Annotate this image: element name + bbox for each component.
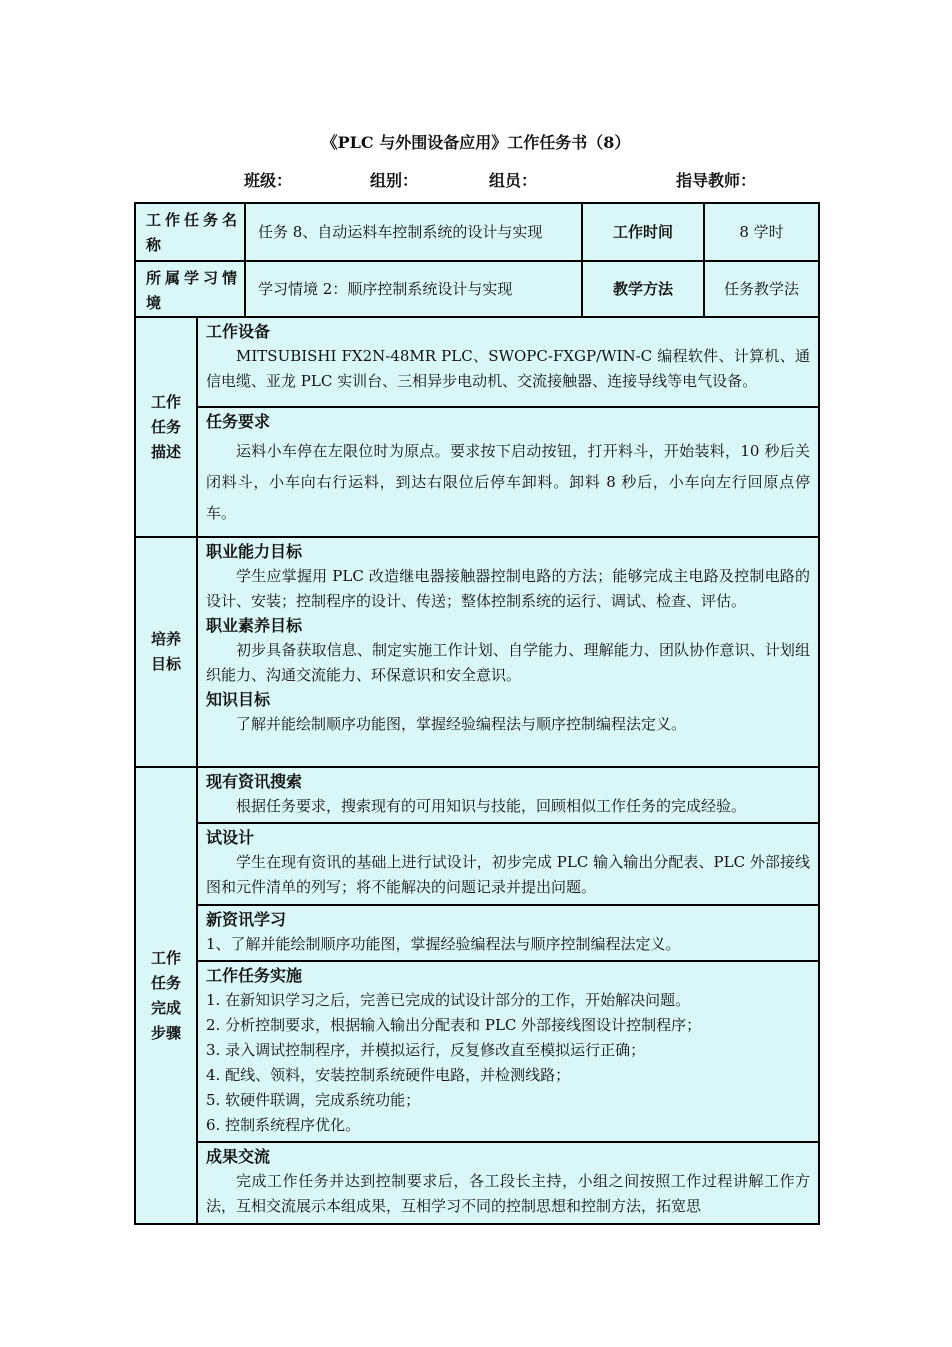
member-label: 组员： bbox=[489, 171, 538, 190]
trial-section bbox=[197, 823, 819, 905]
search-text: 根据任务要求，搜索现有的可用知识与技能，回顾相似工作任务的完成经验。 bbox=[236, 797, 747, 815]
search-title: 现有资讯搜索 bbox=[206, 772, 303, 791]
implementation-section bbox=[197, 961, 819, 1142]
knowledge-title: 知识目标 bbox=[206, 690, 271, 709]
equipment-title: 工作设备 bbox=[206, 322, 271, 341]
goals-side-label: 培养 目标 bbox=[135, 537, 197, 767]
knowledge-text: 了解并能绘制顺序功能图，掌握经验编程法与顺序控制编程法定义。 bbox=[236, 715, 687, 733]
steps-side-label: 工作 任务 完成 步骤 bbox=[135, 767, 197, 1224]
implementation-step: 6. 控制系统程序优化。 bbox=[206, 1116, 361, 1134]
teaching-method-value: 任务教学法 bbox=[704, 261, 819, 317]
ability-text: 学生应掌握用 PLC 改造继电器接触器控制电路的方法；能够完成主电路及控制电路的设计、安装；控制程序的设计、传送；整体控制系统的运行、调试、检查、评估。 bbox=[206, 567, 811, 610]
task-name-value: 任务 8、自动运料车控制系统的设计与实现 bbox=[245, 203, 582, 261]
results-title: 成果交流 bbox=[206, 1147, 271, 1166]
implementation-step: 4. 配线、领料，安装控制系统硬件电路，并检测线路； bbox=[206, 1066, 571, 1084]
teacher-label: 指导教师： bbox=[676, 171, 757, 190]
group-label: 组别： bbox=[370, 171, 419, 190]
equipment-text: MITSUBISHI FX2N-48MR PLC、SWOPC-FXGP/WIN-C 编程软件、计算机、通信电缆、亚龙 PLC 实训台、三相异步电动机、交流接触器、连接导线等电气设备。 bbox=[206, 347, 811, 390]
implementation-title: 工作任务实施 bbox=[206, 966, 303, 985]
new-info-text: 1、了解并能绘制顺序功能图，掌握经验编程法与顺序控制编程法定义。 bbox=[206, 935, 681, 953]
description-side-label: 工作 任务 描述 bbox=[135, 317, 197, 537]
learning-context-value: 学习情境 2：顺序控制系统设计与实现 bbox=[245, 261, 582, 317]
task-name-label: 工作任务名称 bbox=[135, 203, 245, 261]
implementation-step: 5. 软硬件联调，完成系统功能； bbox=[206, 1091, 421, 1109]
goals-section bbox=[197, 537, 819, 767]
results-text: 完成工作任务并达到控制要求后，各工段长主持，小组之间按照工作过程讲解工作方法，互相交流展示本组成果，互相学习不同的控制思想和控制方法，拓宽思 bbox=[206, 1172, 811, 1215]
trial-text: 学生在现有资讯的基础上进行试设计，初步完成 PLC 输入输出分配表、PLC 外部接线图和元件清单的列写；将不能解决的问题记录并提出问题。 bbox=[206, 853, 811, 896]
teaching-method-label: 教学方法 bbox=[582, 261, 704, 317]
trial-title: 试设计 bbox=[206, 828, 255, 847]
new-info-title: 新资讯学习 bbox=[206, 910, 287, 929]
new-info-section bbox=[197, 905, 819, 961]
learning-context-label: 所属学习情境 bbox=[135, 261, 245, 317]
requirement-text: 运料小车停在左限位时为原点。要求按下启动按钮，打开料斗，开始装料，10 秒后关闭料斗，小车向右行运料，到达右限位后停车卸料。卸料 8 秒后，小车向左行回原点停车。 bbox=[206, 442, 811, 522]
quality-title: 职业素养目标 bbox=[206, 616, 303, 635]
implementation-step: 1. 在新知识学习之后，完善已完成的试设计部分的工作，开始解决问题。 bbox=[206, 991, 691, 1009]
implementation-step: 3. 录入调试控制程序，并模拟运行，反复修改直至模拟运行正确； bbox=[206, 1041, 646, 1059]
task-table bbox=[134, 202, 820, 1225]
work-time-value: 8 学时 bbox=[704, 203, 819, 261]
requirement-section bbox=[197, 407, 819, 537]
requirement-title: 任务要求 bbox=[206, 412, 271, 431]
page-title: 《PLC 与外围设备应用》工作任务书（8） bbox=[321, 133, 631, 152]
equipment-section bbox=[197, 317, 819, 407]
implementation-step: 2. 分析控制要求，根据输入输出分配表和 PLC 外部接线图设计控制程序； bbox=[206, 1016, 702, 1034]
work-time-label: 工作时间 bbox=[582, 203, 704, 261]
search-section bbox=[197, 767, 819, 823]
class-label: 班级： bbox=[244, 171, 293, 190]
quality-text: 初步具备获取信息、制定实施工作计划、自学能力、理解能力、团队协作意识、计划组织能力、沟通交流能力、环保意识和安全意识。 bbox=[206, 641, 811, 684]
results-section bbox=[197, 1142, 819, 1224]
ability-title: 职业能力目标 bbox=[206, 542, 303, 561]
